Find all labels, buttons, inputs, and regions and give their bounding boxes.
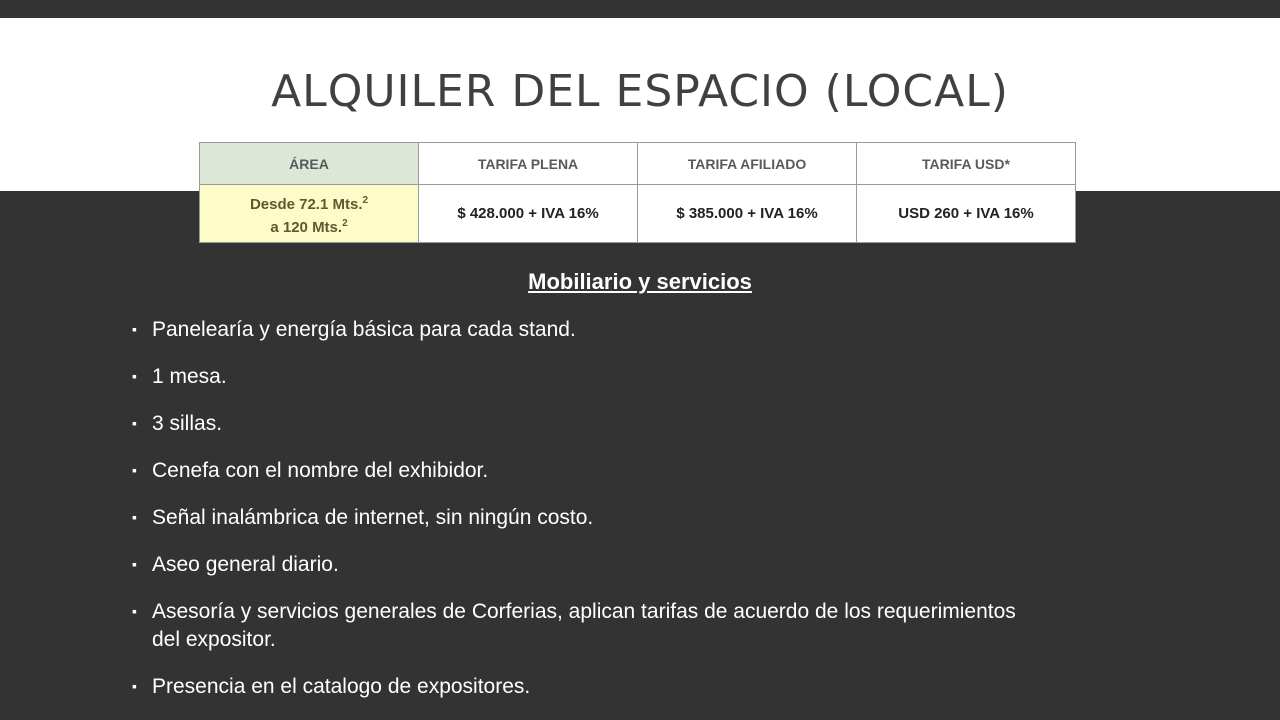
list-item-text: Cenefa con el nombre del exhibidor. bbox=[152, 459, 489, 482]
list-item bbox=[132, 504, 1032, 532]
service-list bbox=[132, 316, 1032, 720]
table-row bbox=[200, 185, 1076, 243]
list-item-text: Presencia en el catalogo de expositores. bbox=[152, 675, 531, 698]
tarifa-usd-cell: USD 260 + IVA 16% bbox=[857, 185, 1076, 243]
list-item bbox=[132, 551, 1032, 579]
square-bullet-icon: ▪ bbox=[132, 462, 137, 478]
square-bullet-icon: ▪ bbox=[132, 556, 137, 572]
area-line-2: a 120 Mts. bbox=[270, 218, 343, 236]
list-item bbox=[132, 410, 1032, 438]
list-item bbox=[132, 316, 1032, 344]
square-bullet-icon: ▪ bbox=[132, 509, 137, 525]
area-line-1: Desde 72.1 Mts. bbox=[249, 195, 363, 213]
header-tarifa-usd: TARIFA USD* bbox=[857, 143, 1076, 185]
list-item-text: Señal inalámbrica de internet, sin ningún costo. bbox=[152, 506, 594, 529]
list-item bbox=[132, 673, 1032, 701]
square-bullet-icon: ▪ bbox=[132, 321, 137, 337]
square-bullet-icon: ▪ bbox=[132, 678, 137, 694]
list-item-text: 3 sillas. bbox=[152, 412, 223, 435]
rate-table bbox=[199, 142, 1076, 243]
section-heading: Mobiliario y servicios bbox=[528, 269, 752, 294]
table-header-row bbox=[200, 143, 1076, 185]
list-item bbox=[132, 457, 1032, 485]
square-bullet-icon: ▪ bbox=[132, 603, 137, 619]
header-area: ÁREA bbox=[200, 143, 419, 185]
list-item bbox=[132, 363, 1032, 391]
area-superscript-1: 2 bbox=[362, 194, 369, 206]
header-tarifa-afiliado: TARIFA AFILIADO bbox=[638, 143, 857, 185]
list-item-text: Aseo general diario. bbox=[152, 553, 339, 576]
list-item bbox=[132, 598, 1032, 654]
tarifa-afiliado-cell: $ 385.000 + IVA 16% bbox=[638, 185, 857, 243]
area-cell bbox=[200, 185, 419, 243]
area-superscript-2: 2 bbox=[342, 217, 348, 229]
list-item-text: Asesoría y servicios generales de Corferias, aplican tarifas de acuerdo de los requerimientos del expositor. bbox=[152, 600, 1016, 651]
tarifa-plena-cell: $ 428.000 + IVA 16% bbox=[419, 185, 638, 243]
square-bullet-icon: ▪ bbox=[132, 415, 137, 431]
top-dark-band bbox=[0, 0, 1280, 18]
list-item-text: Panelearía y energía básica para cada stand. bbox=[152, 318, 576, 341]
list-item-text: 1 mesa. bbox=[152, 365, 227, 388]
slide-title: ALQUILER DEL ESPACIO (LOCAL) bbox=[271, 66, 1009, 117]
square-bullet-icon: ▪ bbox=[132, 368, 137, 384]
header-tarifa-plena: TARIFA PLENA bbox=[419, 143, 638, 185]
